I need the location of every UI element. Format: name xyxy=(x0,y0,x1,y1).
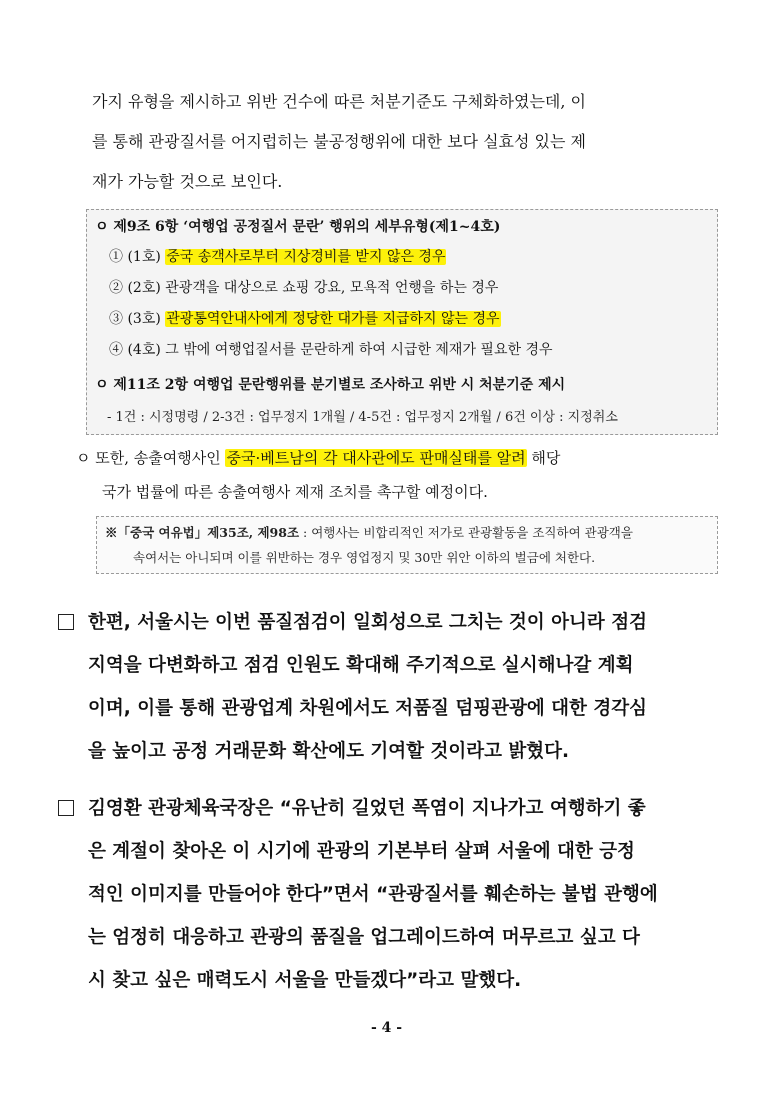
para2-line: 김영환 관광체육국장은 “유난히 길었던 폭염이 지나가고 여행하기 좋 xyxy=(88,798,646,819)
checkbox-square-icon xyxy=(58,614,74,630)
intro-line: 재가 가능할 것으로 보인다. xyxy=(92,172,283,191)
intro-paragraph xyxy=(92,82,732,202)
para1-line: 이며, 이를 통해 관광업계 차원에서도 저품질 덤핑관광에 대한 경각심 xyxy=(88,698,647,719)
para2-line: 적인 이미지를 만들어야 한다”면서 “관광질서를 훼손하는 불법 관행에 xyxy=(88,884,658,905)
item-prefix: ② (2호) xyxy=(109,280,166,296)
page-number: - 4 - xyxy=(370,1020,403,1036)
law-note-box xyxy=(96,516,718,574)
item-prefix: ③ (3호) xyxy=(109,311,166,327)
intro-line: 를 통해 관광질서를 어지럽히는 불공정행위에 대한 보다 실효성 있는 제 xyxy=(92,132,586,151)
para1-line: 을 높이고 공정 거래문화 확산에도 기여할 것이라고 밝혔다. xyxy=(88,741,570,762)
box-heading-article9: ㅇ 제9조 6항 ‘여행업 공정질서 문란’ 행위의 세부유형(제1~4호) xyxy=(95,219,501,235)
intro-line: 가지 유형을 제시하고 위반 건수에 따른 처분기준도 구체화하였는데, 이 xyxy=(92,92,586,111)
also-line-2: 국가 법률에 따른 송출여행사 제재 조치를 촉구할 예정이다. xyxy=(102,483,488,501)
box-heading-article11: ㅇ 제11조 2항 여행업 문란행위를 분기별로 조사하고 위반 시 처분기준 제시 xyxy=(95,377,566,393)
item-prefix: ④ (4호) xyxy=(109,342,166,358)
also-text: ㅇ 또한, 송출여행사인 xyxy=(76,449,226,467)
note-line-1 xyxy=(105,523,633,541)
box-item-4 xyxy=(109,339,553,359)
para1-line: 한편, 서울시는 이번 품질점검이 일회성으로 그치는 것이 아니라 점검 xyxy=(88,612,647,633)
para2-line: 는 엄정히 대응하고 관광의 품질을 업그레이드하여 머무르고 싶고 다 xyxy=(88,927,640,948)
box-item-2 xyxy=(109,277,498,297)
item-text-highlighted: 중국 송객사로부터 지상경비를 받지 않은 경우 xyxy=(166,249,446,265)
penalty-criteria: - 1건 : 시정명령 / 2-3건 : 업무정지 1개월 / 4-5건 : 업무정지 2개월 / 6건 이상 : 지정취소 xyxy=(107,410,618,425)
para2-line: 은 계절이 찾아온 이 시기에 관광의 기본부터 살펴 서울에 대한 긍정 xyxy=(88,841,635,862)
note-line-2: 속여서는 아니되며 이를 위반하는 경우 영업정지 및 30만 위안 이하의 벌금에 처한다. xyxy=(133,550,596,565)
also-line-1 xyxy=(76,447,560,468)
note-text: : 여행사는 비합리적인 저가로 관광활동을 조직하여 관광객을 xyxy=(299,525,633,540)
regulation-box xyxy=(86,209,718,435)
item-text: 그 밖에 여행업질서를 문란하게 하여 시급한 제재가 필요한 경우 xyxy=(165,342,553,358)
also-text-end: 해당 xyxy=(526,449,561,467)
para2-line: 시 찾고 싶은 매력도시 서울을 만들겠다”라고 말했다. xyxy=(88,970,522,991)
item-text-highlighted: 관광통역안내사에게 정당한 대가를 지급하지 않는 경우 xyxy=(166,311,500,327)
also-highlight: 중국·베트남의 각 대사관에도 판매실태를 알려 xyxy=(226,449,526,467)
para1-line: 지역을 다변화하고 점검 인원도 확대해 주기적으로 실시해나갈 계획 xyxy=(88,655,634,676)
item-text: 관광객을 대상으로 쇼핑 강요, 모욕적 언행을 하는 경우 xyxy=(165,280,499,296)
box-item-1 xyxy=(109,246,446,266)
note-law-ref: ※「중국 여유법」제35조, 제98조 xyxy=(105,525,300,540)
item-prefix: ① (1호) xyxy=(109,249,166,265)
box-item-3 xyxy=(109,308,501,328)
checkbox-square-icon xyxy=(58,800,74,816)
